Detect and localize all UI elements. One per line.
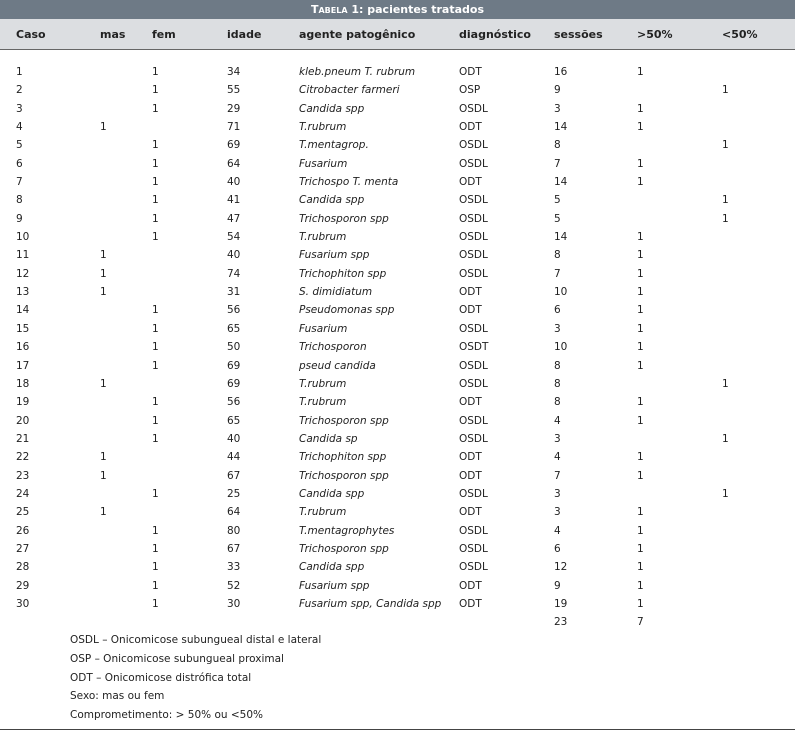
table-row [0, 63, 795, 81]
cell-diagnostico: OSDT [459, 341, 489, 354]
table-row [0, 375, 795, 393]
cell-sessoes: 14 [554, 176, 568, 189]
cell-idade: 29 [227, 102, 241, 115]
legend [70, 631, 321, 725]
table-title [0, 0, 795, 19]
cell-idade: 67 [227, 542, 241, 555]
cell-sessoes: 7 [554, 469, 561, 482]
cell-fem: 1 [152, 102, 159, 115]
cell-caso: 10 [16, 231, 30, 244]
legend-line: ODT – Onicomicose distrófica total [70, 671, 252, 684]
cell-agente: Trichosporon spp [299, 469, 389, 482]
table-row [0, 448, 795, 466]
cell-caso: 19 [16, 396, 30, 409]
cell-sessoes: 5 [554, 194, 561, 207]
cell-agente: T.mentagrophytes [299, 524, 395, 537]
cell-sessoes: 4 [554, 451, 561, 464]
cell-gt50: 1 [637, 249, 644, 262]
cell-caso: 14 [16, 304, 30, 317]
cell-agente: Candida spp [299, 487, 365, 500]
cell-gt50: 1 [637, 102, 644, 115]
cell-caso: 2 [16, 84, 23, 97]
table-header-row [0, 19, 795, 50]
cell-sessoes: 10 [554, 286, 568, 299]
cell-diagnostico: ODT [459, 597, 482, 610]
table-row [0, 210, 795, 228]
table-row [0, 467, 795, 485]
cell-agente: Trichophiton spp [299, 451, 387, 464]
cell-agente: Fusarium spp, Candida spp [299, 597, 442, 610]
cell-idade: 47 [227, 212, 241, 225]
bottom-rule [0, 729, 795, 730]
cell-sessoes: 14 [554, 231, 568, 244]
cell-fem: 1 [152, 176, 159, 189]
cell-diagnostico: OSDL [459, 377, 488, 390]
cell-mas: 1 [100, 267, 107, 280]
cell-diagnostico: OSDL [459, 249, 488, 262]
cell-fem: 1 [152, 194, 159, 207]
totals-row [0, 613, 795, 631]
cell-idade: 50 [227, 341, 241, 354]
cell-sessoes: 19 [554, 597, 568, 610]
cell-gt50: 1 [637, 359, 644, 372]
cell-caso: 17 [16, 359, 30, 372]
cell-agente: Trichosporon spp [299, 414, 389, 427]
header-fem: fem [152, 28, 176, 41]
cell-fem: 1 [152, 212, 159, 225]
cell-diagnostico: OSDL [459, 157, 488, 170]
cell-diagnostico: OSDL [459, 487, 488, 500]
cell-mas: 1 [100, 451, 107, 464]
cell-idade: 65 [227, 322, 241, 335]
cell-caso: 6 [16, 157, 23, 170]
cell-sessoes: 3 [554, 487, 561, 500]
cell-agente: Candida spp [299, 194, 365, 207]
cell-agente: Candida spp [299, 561, 365, 574]
cell-gt50: 1 [637, 121, 644, 134]
cell-caso: 15 [16, 322, 30, 335]
table-row [0, 412, 795, 430]
table-row [0, 485, 795, 503]
cell-sessoes: 8 [554, 377, 561, 390]
legend-line: OSP – Onicomicose subungueal proximal [70, 652, 284, 665]
cell-sessoes: 14 [554, 121, 568, 134]
cell-idade: 65 [227, 414, 241, 427]
cell-caso: 8 [16, 194, 23, 207]
cell-idade: 33 [227, 561, 241, 574]
cell-diagnostico: OSP [459, 84, 481, 97]
table-row [0, 301, 795, 319]
cell-idade: 40 [227, 432, 241, 445]
cell-agente: kleb.pneum T. rubrum [299, 66, 416, 78]
cell-fem: 1 [152, 84, 159, 97]
cell-diagnostico: OSDL [459, 212, 488, 225]
cell-sessoes: 3 [554, 102, 561, 115]
cell-agente: Candida spp [299, 102, 365, 115]
cell-sessoes: 6 [554, 304, 561, 317]
cell-idade: 30 [227, 597, 241, 610]
cell-sessoes: 10 [554, 341, 568, 354]
cell-gt50: 1 [637, 322, 644, 335]
cell-mas: 1 [100, 377, 107, 390]
table-row [0, 503, 795, 521]
cell-agente: Trichosporon [299, 341, 367, 354]
cell-fem: 1 [152, 231, 159, 244]
table-row [0, 81, 795, 99]
cell-diagnostico: ODT [459, 286, 482, 299]
table-row [0, 522, 795, 540]
cell-idade: 67 [227, 469, 241, 482]
cell-mas: 1 [100, 469, 107, 482]
cell-caso: 22 [16, 451, 30, 464]
cell-lt50: 1 [722, 487, 729, 500]
cell-agente: Trichophiton spp [299, 267, 387, 280]
table-title-prefix: Tabela 1: [310, 3, 364, 16]
cell-caso: 9 [16, 212, 23, 225]
cell-mas: 1 [100, 286, 107, 299]
cell-sessoes: 7 [554, 267, 561, 280]
table-row [0, 173, 795, 191]
cell-agente: T.rubrum [299, 506, 347, 519]
cell-gt50: 1 [637, 267, 644, 280]
cell-agente: Trichospo T. menta [299, 176, 399, 189]
cell-caso: 30 [16, 597, 30, 610]
cell-fem: 1 [152, 66, 159, 78]
cell-agente: T.rubrum [299, 121, 347, 134]
cell-sessoes: 8 [554, 359, 561, 372]
table-row [0, 246, 795, 264]
table-row [0, 540, 795, 558]
cell-idade: 64 [227, 506, 241, 519]
cell-diagnostico: OSDL [459, 139, 488, 152]
cell-diagnostico: ODT [459, 451, 482, 464]
cell-agente: T.mentagrop. [299, 139, 369, 152]
cell-idade: 71 [227, 121, 241, 134]
cell-fem: 1 [152, 396, 159, 409]
cell-fem: 1 [152, 139, 159, 152]
cell-caso: 5 [16, 139, 23, 152]
cell-sessoes: 16 [554, 66, 568, 78]
cell-diagnostico: ODT [459, 66, 482, 78]
cell-idade: 40 [227, 176, 241, 189]
cell-idade: 69 [227, 377, 241, 390]
cell-gt50: 1 [637, 286, 644, 299]
cell-gt50: 1 [637, 597, 644, 610]
cell-fem: 1 [152, 304, 159, 317]
cell-caso: 12 [16, 267, 30, 280]
cell-diagnostico: ODT [459, 579, 482, 592]
cell-idade: 34 [227, 66, 241, 78]
cell-caso: 7 [16, 176, 23, 189]
cell-mas: 1 [100, 249, 107, 262]
table-row [0, 155, 795, 173]
cell-lt50: 1 [722, 212, 729, 225]
cell-lt50: 1 [722, 84, 729, 97]
cell-fem: 1 [152, 597, 159, 610]
cell-fem: 1 [152, 157, 159, 170]
cell-idade: 40 [227, 249, 241, 262]
cell-gt50: 1 [637, 524, 644, 537]
cell-gt50: 1 [637, 231, 644, 244]
cell-idade: 31 [227, 286, 241, 299]
cell-gt50: 1 [637, 304, 644, 317]
table-row [0, 393, 795, 411]
table-body [0, 63, 795, 613]
cell-sessoes: 8 [554, 396, 561, 409]
cell-lt50: 1 [722, 139, 729, 152]
cell-agente: T.rubrum [299, 231, 347, 244]
cell-idade: 56 [227, 396, 241, 409]
cell-sessoes: 4 [554, 414, 561, 427]
table-row [0, 357, 795, 375]
cell-caso: 26 [16, 524, 30, 537]
cell-caso: 28 [16, 561, 30, 574]
cell-idade: 54 [227, 231, 241, 244]
cell-diagnostico: OSDL [459, 194, 488, 207]
table-row [0, 265, 795, 283]
cell-agente: T.rubrum [299, 396, 347, 409]
cell-diagnostico: ODT [459, 506, 482, 519]
table-row [0, 338, 795, 356]
cell-agente: Trichosporon spp [299, 212, 389, 225]
cell-diagnostico: OSDL [459, 414, 488, 427]
cell-caso: 11 [16, 249, 30, 262]
table-row [0, 577, 795, 595]
cell-idade: 69 [227, 359, 241, 372]
cell-sessoes: 9 [554, 84, 561, 97]
table-title-text: pacientes tratados [363, 3, 484, 16]
cell-caso: 3 [16, 102, 23, 115]
cell-fem: 1 [152, 359, 159, 372]
cell-gt50: 1 [637, 506, 644, 519]
cell-caso: 25 [16, 506, 30, 519]
cell-fem: 1 [152, 414, 159, 427]
cell-fem: 1 [152, 487, 159, 500]
table-row [0, 595, 795, 613]
cell-sessoes: 5 [554, 212, 561, 225]
table-row [0, 283, 795, 301]
cell-lt50: 1 [722, 377, 729, 390]
cell-sessoes: 3 [554, 322, 561, 335]
cell-fem: 1 [152, 524, 159, 537]
cell-idade: 80 [227, 524, 241, 537]
cell-fem: 1 [152, 432, 159, 445]
cell-fem: 1 [152, 341, 159, 354]
cell-caso: 21 [16, 432, 30, 445]
cell-caso: 20 [16, 414, 30, 427]
cell-caso: 4 [16, 121, 23, 134]
cell-agente: pseud candida [299, 359, 376, 372]
cell-sessoes: 9 [554, 579, 561, 592]
cell-idade: 69 [227, 139, 241, 152]
cell-gt50: 1 [637, 176, 644, 189]
cell-diagnostico: OSDL [459, 102, 488, 115]
cell-sessoes: 6 [554, 542, 561, 555]
cell-gt50: 1 [637, 542, 644, 555]
header-sessoes: sessões [554, 28, 603, 41]
cell-idade: 25 [227, 487, 241, 500]
cell-sessoes: 8 [554, 139, 561, 152]
header-lt50: <50% [722, 28, 758, 41]
header-idade: idade [227, 28, 262, 41]
cell-agente: Fusarium spp [299, 249, 370, 262]
cell-agente: Fusarium [299, 157, 348, 170]
cell-gt50: 1 [637, 579, 644, 592]
table-row [0, 430, 795, 448]
cell-diagnostico: OSDL [459, 524, 488, 537]
cell-gt50: 1 [637, 341, 644, 354]
cell-agente: T.rubrum [299, 377, 347, 390]
total-gt50: 7 [637, 616, 644, 628]
table-row [0, 228, 795, 246]
cell-caso: 18 [16, 377, 30, 390]
cell-caso: 24 [16, 487, 30, 500]
cell-agente: Trichosporon spp [299, 542, 389, 555]
cell-agente: Fusarium spp [299, 579, 370, 592]
table-row [0, 320, 795, 338]
cell-sessoes: 7 [554, 157, 561, 170]
cell-diagnostico: ODT [459, 396, 482, 409]
table-row [0, 100, 795, 118]
cell-diagnostico: OSDL [459, 267, 488, 280]
cell-diagnostico: OSDL [459, 432, 488, 445]
header-caso: Caso [16, 28, 46, 41]
cell-sessoes: 3 [554, 432, 561, 445]
cell-mas: 1 [100, 121, 107, 134]
table-row [0, 118, 795, 136]
cell-agente: Candida sp [299, 432, 358, 445]
cell-fem: 1 [152, 322, 159, 335]
cell-idade: 44 [227, 451, 241, 464]
cell-idade: 64 [227, 157, 241, 170]
cell-caso: 27 [16, 542, 30, 555]
cell-agente: Fusarium [299, 322, 348, 335]
header-diagnostico: diagnóstico [459, 28, 531, 41]
cell-gt50: 1 [637, 157, 644, 170]
total-sessoes: 23 [554, 616, 568, 628]
cell-fem: 1 [152, 579, 159, 592]
cell-gt50: 1 [637, 451, 644, 464]
cell-gt50: 1 [637, 396, 644, 409]
cell-lt50: 1 [722, 432, 729, 445]
cell-caso: 1 [16, 66, 23, 78]
cell-idade: 52 [227, 579, 241, 592]
cell-fem: 1 [152, 542, 159, 555]
cell-fem: 1 [152, 561, 159, 574]
header-agente: agente patogênico [299, 28, 416, 41]
cell-diagnostico: OSDL [459, 231, 488, 244]
cell-diagnostico: ODT [459, 304, 482, 317]
cell-sessoes: 8 [554, 249, 561, 262]
cell-idade: 41 [227, 194, 241, 207]
cell-diagnostico: OSDL [459, 542, 488, 555]
table-row [0, 558, 795, 576]
header-gt50: >50% [637, 28, 673, 41]
cell-caso: 23 [16, 469, 30, 482]
cell-agente: S. dimidiatum [299, 286, 373, 299]
cell-gt50: 1 [637, 66, 644, 78]
cell-sessoes: 12 [554, 561, 568, 574]
cell-diagnostico: OSDL [459, 322, 488, 335]
cell-caso: 16 [16, 341, 30, 354]
legend-line: OSDL – Onicomicose subungueal distal e lateral [70, 634, 322, 646]
cell-caso: 29 [16, 579, 30, 592]
cell-idade: 56 [227, 304, 241, 317]
cell-mas: 1 [100, 506, 107, 519]
cell-lt50: 1 [722, 194, 729, 207]
table-row [0, 136, 795, 154]
cell-diagnostico: ODT [459, 469, 482, 482]
table-row [0, 191, 795, 209]
legend-line: Comprometimento: > 50% ou <50% [70, 709, 264, 722]
cell-agente: Pseudomonas spp [299, 304, 395, 317]
cell-gt50: 1 [637, 469, 644, 482]
cell-diagnostico: OSDL [459, 561, 488, 574]
cell-diagnostico: ODT [459, 176, 482, 189]
cell-idade: 55 [227, 84, 241, 97]
cell-sessoes: 4 [554, 524, 561, 537]
cell-gt50: 1 [637, 561, 644, 574]
cell-sessoes: 3 [554, 506, 561, 519]
legend-line: Sexo: mas ou fem [70, 690, 165, 703]
header-mas: mas [100, 28, 126, 41]
cell-diagnostico: ODT [459, 121, 482, 134]
cell-gt50: 1 [637, 414, 644, 427]
cell-caso: 13 [16, 286, 30, 299]
cell-agente: Citrobacter farmeri [299, 84, 400, 97]
cell-idade: 74 [227, 267, 241, 280]
cell-diagnostico: OSDL [459, 359, 488, 372]
